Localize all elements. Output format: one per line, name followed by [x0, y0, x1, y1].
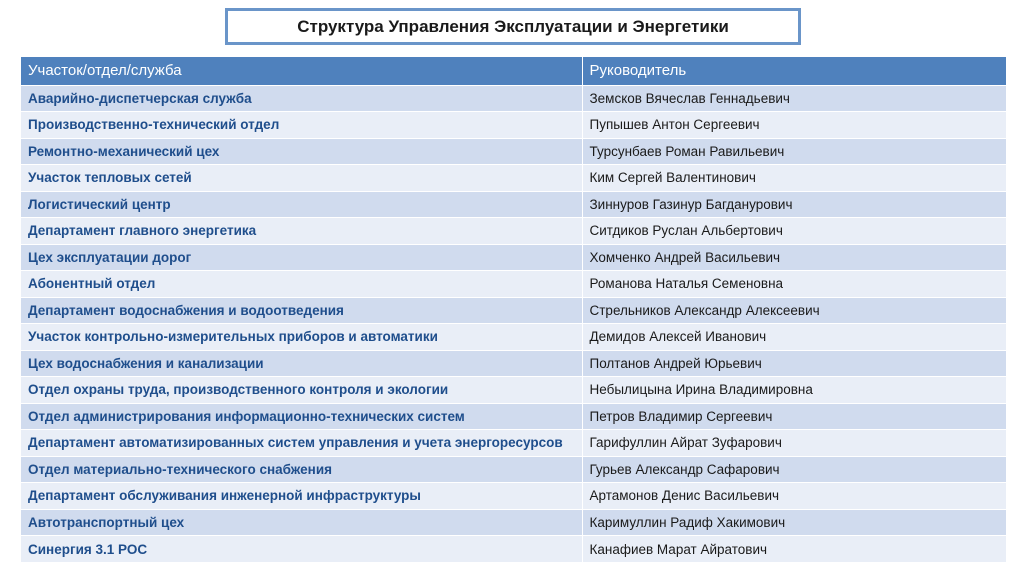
manager-name-cell: Земсков Вячеслав Геннадьевич — [582, 85, 1006, 112]
manager-name-cell: Зиннуров Газинур Багданурович — [582, 191, 1006, 218]
manager-name-cell: Романова Наталья Семеновна — [582, 271, 1006, 298]
unit-name-cell: Аварийно-диспетчерская служба — [21, 85, 582, 112]
table-row — [21, 271, 1006, 298]
unit-name-cell: Ремонтно-механический цех — [21, 138, 582, 165]
unit-name-cell: Автотранспортный цех — [21, 509, 582, 536]
unit-name-cell: Отдел администрирования информационно-технических систем — [21, 403, 582, 430]
manager-name-cell: Канафиев Марат Айратович — [582, 536, 1006, 563]
column-header-unit: Участок/отдел/служба — [21, 57, 582, 85]
unit-name-cell: Отдел охраны труда, производственного контроля и экологии — [21, 377, 582, 404]
manager-name-cell: Стрельников Александр Алексеевич — [582, 297, 1006, 324]
slide-title-box — [225, 8, 801, 45]
table-row — [21, 324, 1006, 351]
manager-name-cell: Гурьев Александр Сафарович — [582, 456, 1006, 483]
manager-name-cell: Хомченко Андрей Васильевич — [582, 244, 1006, 271]
table-row — [21, 509, 1006, 536]
table-body — [21, 85, 1006, 562]
manager-name-cell: Полтанов Андрей Юрьевич — [582, 350, 1006, 377]
unit-name-cell: Участок тепловых сетей — [21, 165, 582, 192]
manager-name-cell: Артамонов Денис Васильевич — [582, 483, 1006, 510]
table-row — [21, 377, 1006, 404]
unit-name-cell: Производственно-технический отдел — [21, 112, 582, 139]
slide-title: Структура Управления Эксплуатации и Энергетики — [297, 16, 729, 36]
manager-name-cell: Пупышев Антон Сергеевич — [582, 112, 1006, 139]
manager-name-cell: Турсунбаев Роман Равильевич — [582, 138, 1006, 165]
manager-name-cell: Каримуллин Радиф Хакимович — [582, 509, 1006, 536]
manager-name-cell: Петров Владимир Сергеевич — [582, 403, 1006, 430]
table-row — [21, 244, 1006, 271]
table-row — [21, 297, 1006, 324]
unit-name-cell: Синергия 3.1 РОС — [21, 536, 582, 563]
table-row — [21, 456, 1006, 483]
column-header-manager: Руководитель — [582, 57, 1006, 85]
manager-name-cell: Ким Сергей Валентинович — [582, 165, 1006, 192]
table-row — [21, 112, 1006, 139]
table-row — [21, 403, 1006, 430]
unit-name-cell: Отдел материально-технического снабжения — [21, 456, 582, 483]
unit-name-cell: Цех водоснабжения и канализации — [21, 350, 582, 377]
unit-name-cell: Департамент автоматизированных систем управления и учета энергоресурсов — [21, 430, 582, 457]
manager-name-cell: Ситдиков Руслан Альбертович — [582, 218, 1006, 245]
table-row — [21, 138, 1006, 165]
structure-table — [21, 57, 1007, 562]
table-row — [21, 218, 1006, 245]
table-header-row — [21, 57, 1006, 85]
table-row — [21, 483, 1006, 510]
unit-name-cell: Департамент главного энергетика — [21, 218, 582, 245]
unit-name-cell: Логистический центр — [21, 191, 582, 218]
table-row — [21, 165, 1006, 192]
unit-name-cell: Цех эксплуатации дорог — [21, 244, 582, 271]
table-row — [21, 85, 1006, 112]
table-row — [21, 430, 1006, 457]
manager-name-cell: Небылицына Ирина Владимировна — [582, 377, 1006, 404]
unit-name-cell: Участок контрольно-измерительных приборов и автоматики — [21, 324, 582, 351]
table-row — [21, 191, 1006, 218]
manager-name-cell: Гарифуллин Айрат Зуфарович — [582, 430, 1006, 457]
unit-name-cell: Абонентный отдел — [21, 271, 582, 298]
table-row — [21, 536, 1006, 563]
unit-name-cell: Департамент водоснабжения и водоотведения — [21, 297, 582, 324]
unit-name-cell: Департамент обслуживания инженерной инфраструктуры — [21, 483, 582, 510]
table-row — [21, 350, 1006, 377]
manager-name-cell: Демидов Алексей Иванович — [582, 324, 1006, 351]
